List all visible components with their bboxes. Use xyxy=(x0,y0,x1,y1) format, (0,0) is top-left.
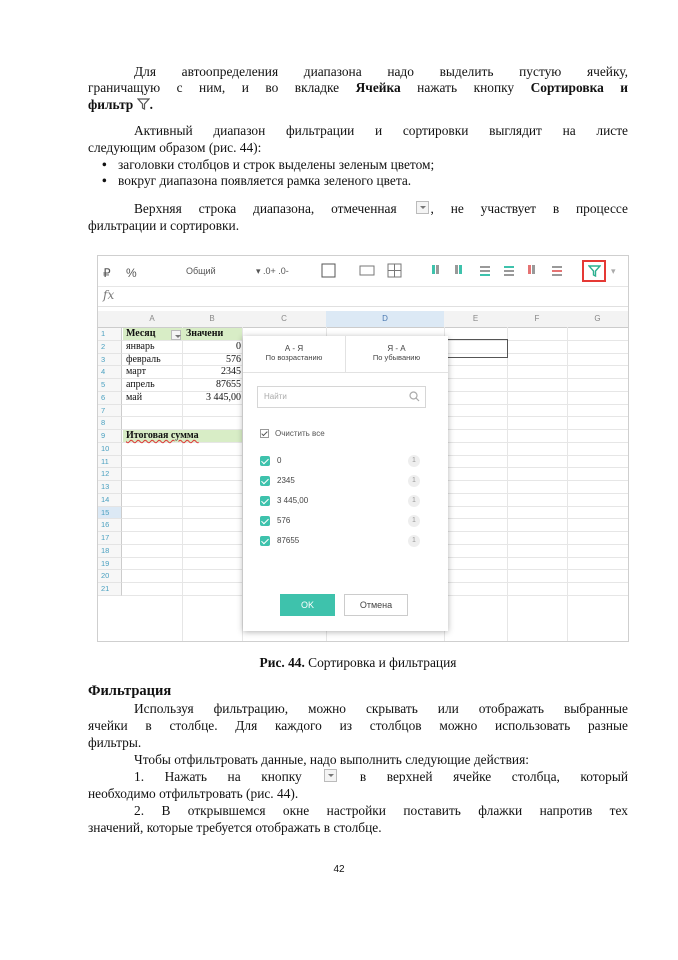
intro-bold-sort: Сортировка и xyxy=(530,80,628,95)
sort-desc-subtitle: По убыванию xyxy=(372,353,421,362)
spreadsheet-screenshot xyxy=(97,255,629,642)
step1-line-1 xyxy=(88,769,628,785)
para3-line-2: фильтрации и сортировки. xyxy=(88,218,240,233)
cell-b5[interactable]: 87655 xyxy=(216,379,241,390)
sort-asc-subtitle: По возрастанию xyxy=(265,353,323,362)
row-header[interactable]: 10 xyxy=(98,443,122,456)
item-count: 1 xyxy=(408,535,420,547)
clear-all-checkbox[interactable] xyxy=(260,429,269,438)
item-count: 1 xyxy=(408,515,420,527)
list-item[interactable] xyxy=(243,474,448,492)
col-header-e[interactable]: E xyxy=(444,311,508,328)
ok-button[interactable]: OK xyxy=(280,594,335,616)
step2-line-2: значений, которые требуется отображать в столбце. xyxy=(88,820,382,835)
list-item[interactable] xyxy=(243,514,448,532)
formula-bar[interactable] xyxy=(98,286,628,307)
row-header[interactable]: 6 xyxy=(98,392,122,405)
item-count: 1 xyxy=(408,455,420,467)
row-header[interactable]: 2 xyxy=(98,341,122,354)
para2-line-1: Активный диапазон фильтрации и сортировки выглядит на листе xyxy=(134,123,628,138)
item-count: 1 xyxy=(408,495,420,507)
intro-bold-cell: Ячейка xyxy=(355,80,401,95)
figure-caption xyxy=(88,655,628,671)
row-header[interactable]: 3 xyxy=(98,354,122,367)
intro-bold-filter: фильтр xyxy=(88,97,134,112)
row-header[interactable]: 19 xyxy=(98,558,122,571)
row-header[interactable]: 5 xyxy=(98,379,122,392)
list-item[interactable] xyxy=(243,454,448,472)
row-header[interactable]: 17 xyxy=(98,532,122,545)
step1-line-2: необходимо отфильтровать (рис. 44). xyxy=(88,786,299,801)
col-header-b[interactable]: B xyxy=(182,311,243,328)
list-item[interactable] xyxy=(243,534,448,552)
col-header-d[interactable]: D xyxy=(326,311,445,328)
checkbox-checked[interactable] xyxy=(260,456,270,466)
col-header-a[interactable]: A xyxy=(122,311,183,328)
row-header[interactable]: 13 xyxy=(98,481,122,494)
cancel-button[interactable]: Отмена xyxy=(344,594,408,616)
cell-b3[interactable]: 576 xyxy=(226,354,241,365)
intro-text: граничащую с ним, и во вкладке xyxy=(88,80,356,95)
item-label: 87655 xyxy=(277,536,300,545)
sort-filter-button[interactable] xyxy=(582,260,606,282)
para4-line-3: фильтры. xyxy=(88,735,142,750)
col-header-g[interactable]: G xyxy=(567,311,629,328)
corner-cell[interactable] xyxy=(98,311,123,328)
para3-text: Верхняя строка диапазона, отмеченная xyxy=(134,201,414,216)
number-format-select[interactable]: Общий xyxy=(186,266,216,276)
page-number: 42 xyxy=(333,864,345,875)
col-header-c[interactable]: C xyxy=(242,311,327,328)
para4-line-2: ячейки в столбце. Для каждого из столбцов можно использовать разные xyxy=(88,718,628,733)
para5: Чтобы отфильтровать данные, надо выполнить следующие действия: xyxy=(134,752,529,767)
dropdown-icon xyxy=(416,201,429,214)
row-header[interactable]: 9 xyxy=(98,430,122,443)
toolbar xyxy=(98,256,628,287)
decimal-buttons[interactable]: ▾ .0+ .0- xyxy=(256,266,289,276)
step1-text-2: в верхней ячейке столбца, который xyxy=(339,769,628,784)
row-header[interactable]: 15 xyxy=(98,507,122,520)
cell-a5[interactable]: апрель xyxy=(126,379,155,390)
row-header[interactable]: 12 xyxy=(98,468,122,481)
cell-b2[interactable]: 0 xyxy=(236,341,241,352)
search-icon xyxy=(409,391,420,402)
row-header[interactable]: 11 xyxy=(98,456,122,469)
row-header[interactable]: 20 xyxy=(98,570,122,583)
cell-a2[interactable]: январь xyxy=(126,341,155,352)
sort-descending-button[interactable] xyxy=(345,336,448,373)
para3-line-1 xyxy=(88,201,628,217)
cell-a3[interactable]: февраль xyxy=(126,354,161,365)
sort-desc-title: Я - А xyxy=(387,344,406,353)
clear-all-label[interactable]: Очистить все xyxy=(275,429,325,438)
cell-a8[interactable]: Итоговая сумма xyxy=(126,430,199,441)
cell-b1[interactable]: Значени xyxy=(186,328,224,339)
section-heading: Фильтрация xyxy=(88,683,172,699)
chevron-down-icon[interactable]: ▾ xyxy=(611,266,616,276)
intro-dot: . xyxy=(149,97,153,112)
intro-line-3 xyxy=(88,97,628,113)
row-header[interactable]: 14 xyxy=(98,494,122,507)
toolbar-icons xyxy=(320,262,580,280)
row-header[interactable]: 16 xyxy=(98,519,122,532)
intro-line-1: Для автоопределения диапазона надо выделить пустую ячейку, xyxy=(134,64,628,79)
cell-b6[interactable]: 3 445,00 xyxy=(206,392,241,403)
item-count: 1 xyxy=(408,475,420,487)
row-header[interactable]: 1 xyxy=(98,328,122,341)
bullet-2: • вокруг диапазона появляется рамка зеленого цвета. xyxy=(118,173,411,189)
dropdown-icon xyxy=(324,769,337,782)
cell-a1[interactable]: Месяц xyxy=(126,328,156,339)
para2-line-2: следующим образом (рис. 44): xyxy=(88,140,262,155)
row-header[interactable]: 4 xyxy=(98,366,122,379)
row-header[interactable]: 7 xyxy=(98,405,122,418)
caption-number: Рис. 44. xyxy=(259,655,305,670)
col-header-f[interactable]: F xyxy=(507,311,568,328)
search-placeholder: Найти xyxy=(264,392,287,401)
search-input[interactable] xyxy=(257,386,426,408)
sort-asc-title: А - Я xyxy=(284,344,304,353)
filter-icon xyxy=(137,98,150,110)
item-label: 2345 xyxy=(277,476,295,485)
item-label: 3 445,00 xyxy=(277,496,309,505)
para3-text-2: , не участвует в процессе xyxy=(430,201,628,216)
caption-text: Сортировка и фильтрация xyxy=(304,655,457,670)
para4-line-1: Используя фильтрацию, можно скрывать или отображать выбранные xyxy=(134,701,628,716)
item-label: 576 xyxy=(277,516,291,525)
fx-label: fx xyxy=(103,288,115,302)
checkbox-checked[interactable] xyxy=(260,496,270,506)
intro-line-2 xyxy=(88,80,628,96)
cell-a6[interactable]: май xyxy=(126,392,143,403)
row-header[interactable]: 21 xyxy=(98,583,122,596)
item-label: 0 xyxy=(277,456,282,465)
list-item[interactable] xyxy=(243,494,448,512)
filter-icon xyxy=(588,265,601,277)
filter-popup xyxy=(243,336,448,631)
step1-text: 1. Нажать на кнопку xyxy=(134,769,323,784)
percent-button[interactable]: % xyxy=(126,266,137,280)
row-header[interactable]: 8 xyxy=(98,417,122,430)
sort-ascending-button[interactable] xyxy=(243,336,346,373)
checkbox-checked[interactable] xyxy=(260,516,270,526)
intro-text-2: нажать кнопку xyxy=(400,80,531,95)
currency-button[interactable]: ₽ xyxy=(103,266,111,280)
checkbox-checked[interactable] xyxy=(260,476,270,486)
cell-b4[interactable]: 2345 xyxy=(221,366,241,377)
dropdown-icon[interactable] xyxy=(171,330,181,340)
checkbox-checked[interactable] xyxy=(260,536,270,546)
cell-a4[interactable]: март xyxy=(126,366,146,377)
bullet-1: • заголовки столбцов и строк выделены зеленым цветом; xyxy=(118,157,434,173)
step2-line-1: 2. В открывшемся окне настройки поставить флажки напротив тех xyxy=(134,803,628,818)
row-header[interactable]: 18 xyxy=(98,545,122,558)
